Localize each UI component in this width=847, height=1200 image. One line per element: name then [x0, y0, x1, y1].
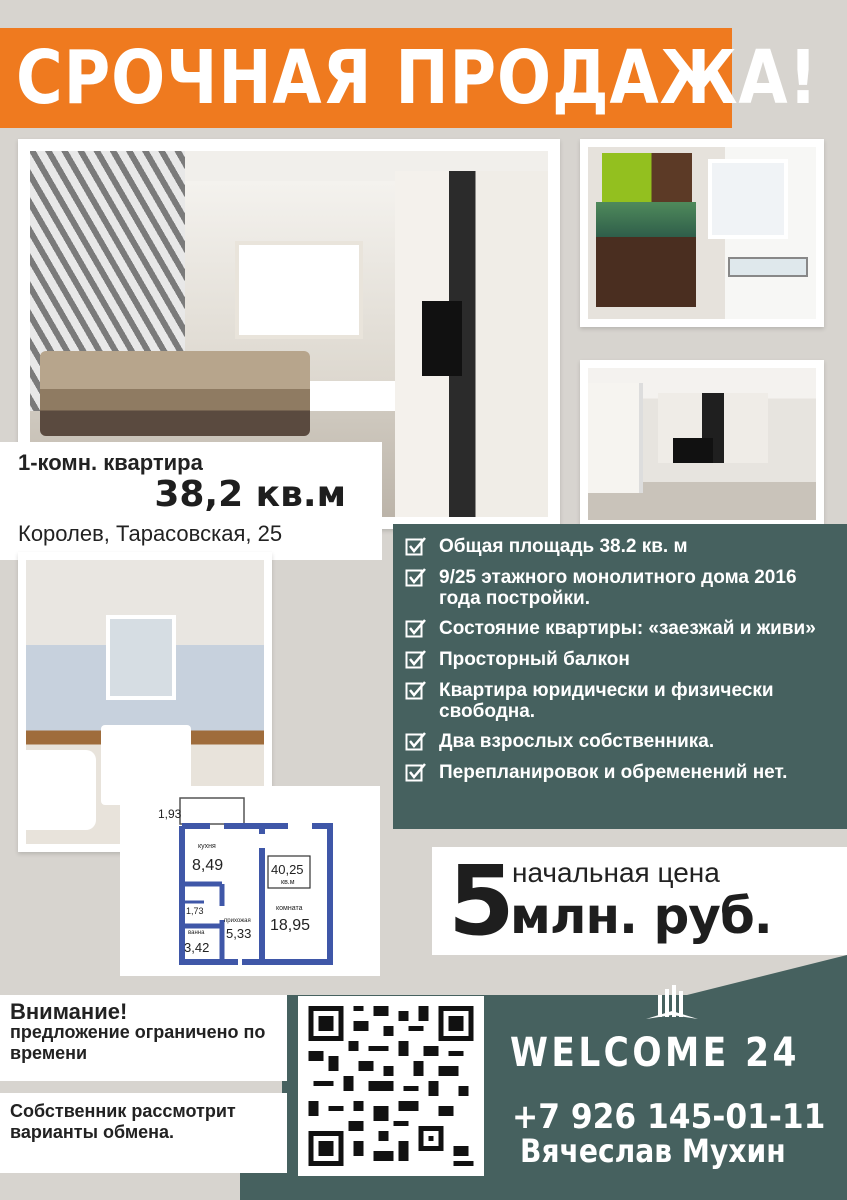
floor-plan	[120, 786, 380, 976]
feature-text: Общая площадь 38.2 кв. м	[439, 536, 688, 557]
photo-wardrobe	[395, 171, 548, 517]
price-caption: начальная цена	[512, 857, 720, 888]
plan-bath-area: 3,42	[184, 940, 210, 955]
attention-text: предложение ограничено по времени	[10, 1022, 266, 1063]
apartment-area: 38,2 кв.м	[154, 474, 346, 515]
feature-item	[405, 731, 837, 753]
plan-total-unit: кв.м	[281, 879, 295, 886]
floor-plan-drawing	[120, 786, 380, 976]
building-logo-icon	[644, 985, 700, 1029]
room-tv-wall-photo	[580, 360, 824, 528]
feature-item	[405, 536, 837, 558]
feature-item	[405, 618, 837, 640]
exchange-text: Собственник рассмотрит варианты обмена.	[10, 1101, 236, 1142]
qr-code[interactable]	[298, 996, 484, 1176]
feature-text: 9/25 этажного монолитного дома 2016 года постройки.	[439, 567, 797, 609]
exchange-notice	[0, 1093, 287, 1173]
checkbox-check-icon	[405, 762, 427, 784]
page-title: СРОЧНАЯ ПРОДАЖА!	[16, 35, 819, 121]
plan-hall-label: прихожая	[224, 918, 251, 924]
contact-phone[interactable]: +7 926 145-01-11	[512, 1097, 826, 1137]
checkbox-check-icon	[405, 731, 427, 753]
feature-text: Два взрослых собственника.	[439, 731, 715, 752]
plan-hall-area: 5,33	[226, 926, 252, 941]
attention-notice	[0, 995, 287, 1081]
photo-kitchen-window	[708, 159, 788, 239]
feature-text: Просторный балкон	[439, 649, 630, 670]
plan-room-label: комната	[276, 905, 303, 912]
photo-room-window	[588, 383, 643, 493]
price-card	[432, 847, 847, 955]
qr-code-icon	[308, 1006, 474, 1166]
apartment-address: Королев, Тарасовская, 25	[18, 521, 283, 546]
feature-item	[405, 567, 837, 609]
feature-item	[405, 680, 837, 722]
kitchen-photo	[580, 139, 824, 327]
photo-kitchen-table	[728, 257, 808, 277]
feature-text: Состояние квартиры: «заезжай и живи»	[439, 618, 816, 639]
feature-item	[405, 649, 837, 671]
agent-name: Вячеслав Мухин	[520, 1132, 786, 1170]
checkbox-check-icon	[405, 536, 427, 558]
feature-item	[405, 762, 837, 784]
plan-kitchen-label: кухня	[198, 843, 216, 850]
plan-balcony-area: 1,93	[158, 807, 182, 821]
brand-name: WELCOME 24	[510, 1030, 800, 1076]
photo-bathroom-mirror	[106, 615, 176, 700]
header-banner	[0, 28, 819, 128]
checkbox-check-icon	[405, 680, 427, 702]
attention-heading: Внимание!	[10, 999, 128, 1024]
checkbox-check-icon	[405, 618, 427, 640]
photo-kitchen-cabinets	[602, 153, 692, 208]
checkbox-check-icon	[405, 567, 427, 589]
photo-room-tv	[673, 438, 713, 463]
price-value: млн. руб.	[510, 887, 772, 945]
photo-sofa	[40, 351, 310, 436]
feature-text: Перепланировок и обременений нет.	[439, 762, 788, 783]
apartment-type: 1-комн. квартира	[18, 450, 203, 475]
feature-text: Квартира юридически и физически свободна.	[439, 680, 774, 722]
plan-bath-label: ванна	[188, 930, 205, 936]
photo-kitchen-lower-cabinets	[596, 237, 696, 307]
price-number: 5	[448, 845, 515, 957]
features-panel	[393, 524, 847, 829]
plan-total-area: 40,25	[271, 862, 304, 877]
checkbox-check-icon	[405, 649, 427, 671]
plan-wc-area: 1,73	[186, 906, 204, 916]
plan-kitchen-area: 8,49	[192, 857, 224, 874]
listing-info-card	[0, 442, 382, 560]
photo-tv	[422, 301, 462, 376]
photo-bathtub	[26, 750, 96, 830]
photo-kitchen-backsplash	[596, 202, 696, 237]
plan-room-area: 18,95	[270, 917, 311, 934]
